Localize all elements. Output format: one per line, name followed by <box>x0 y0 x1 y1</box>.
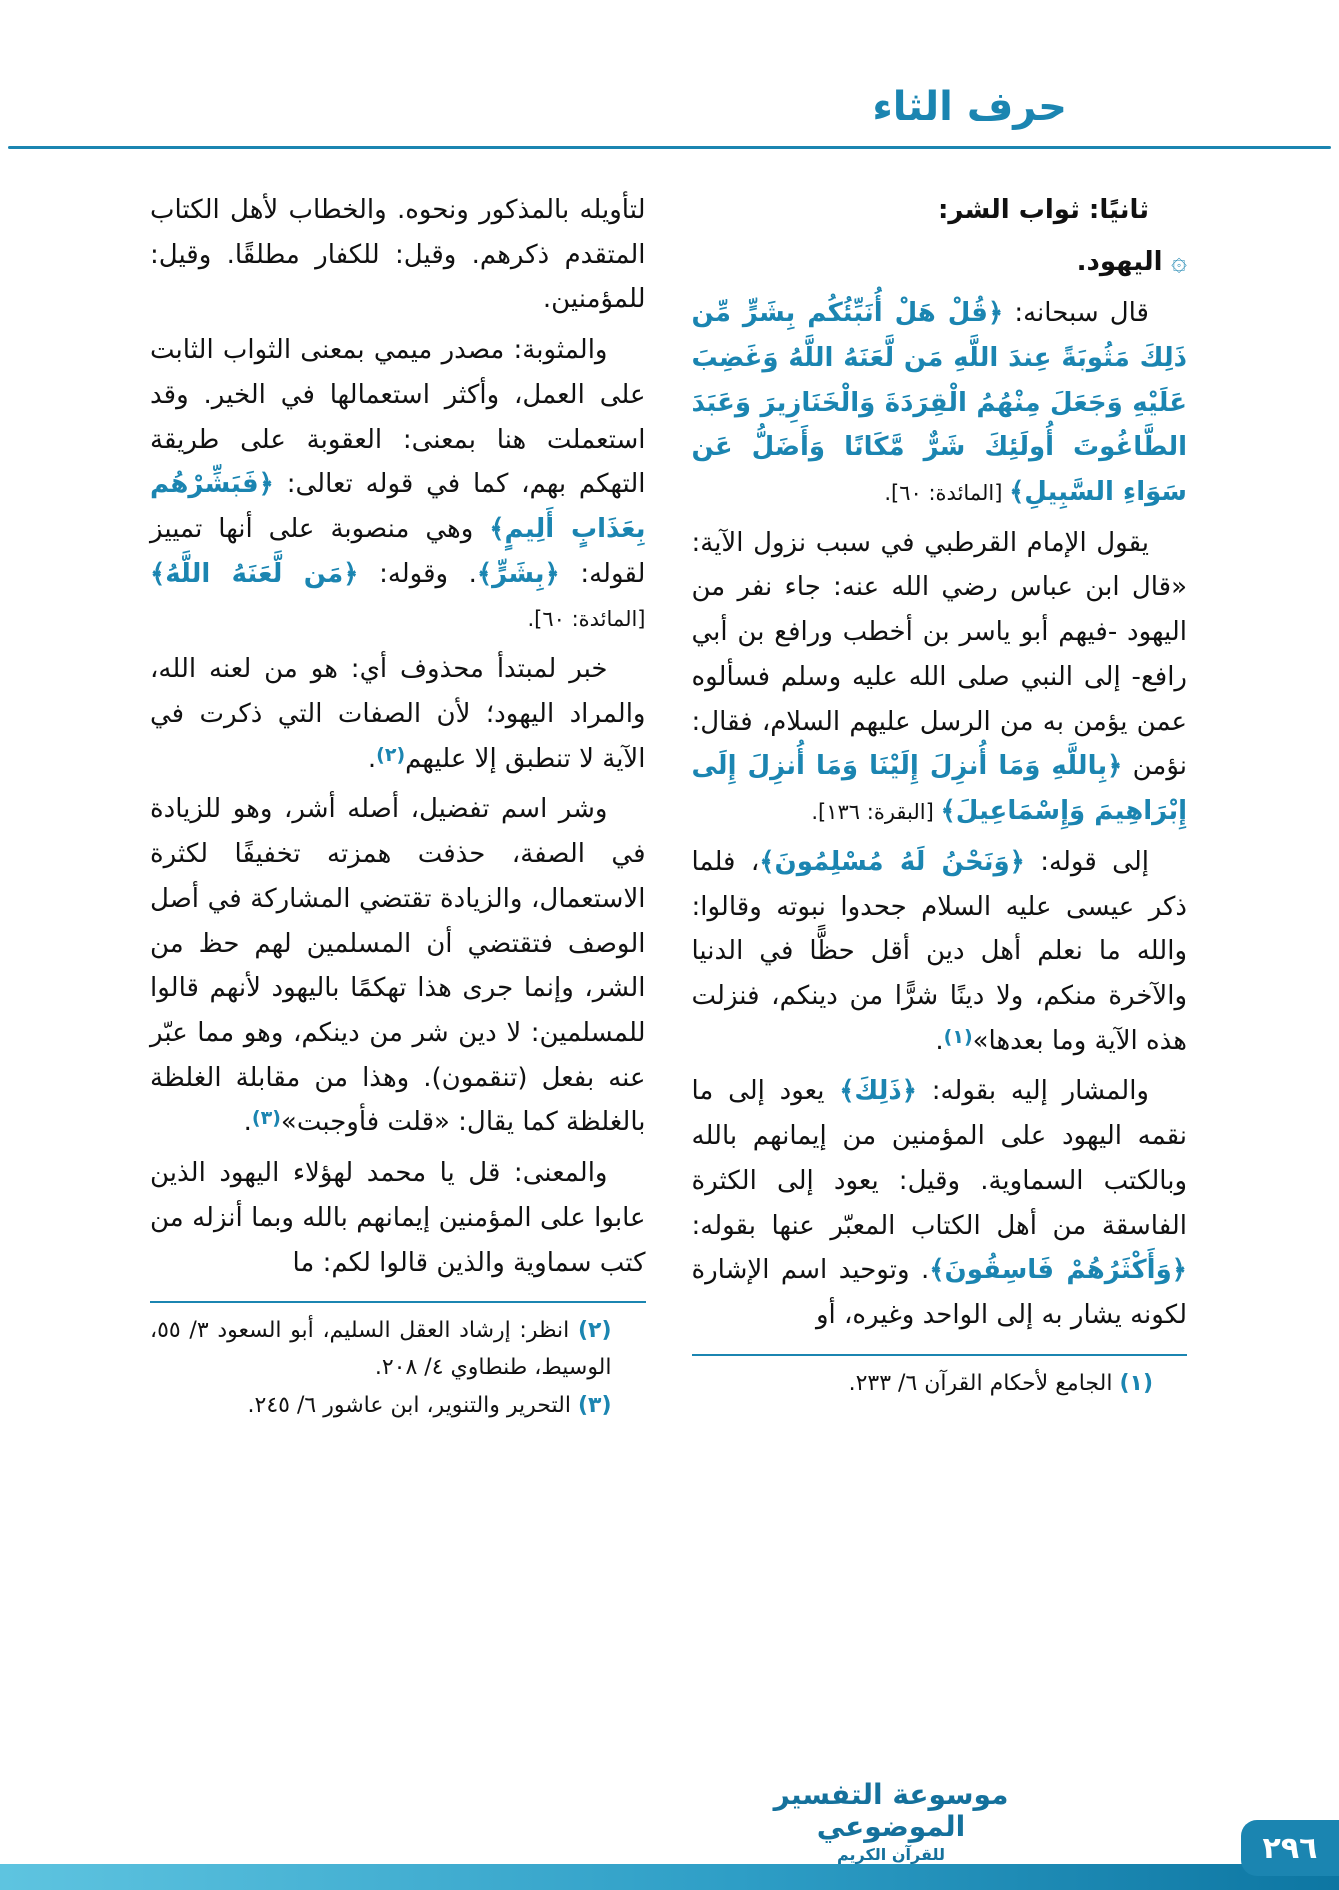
right-footnote-text: (١) الجامع لأحكام القرآن ٦/ ٢٣٣. <box>848 1370 1153 1396</box>
page-number-badge <box>1241 1820 1339 1876</box>
page-number: ٢٩٦ <box>1262 1830 1318 1866</box>
column-right <box>692 188 1188 1426</box>
footnote-divider <box>692 1354 1188 1356</box>
content-columns <box>150 188 1187 1426</box>
footer-bar <box>0 1864 1339 1890</box>
right-column-text: ثانيًا: ثواب الشر: ۞ اليهود. قال سبحانه: ﴿قُلْ هَلْ أُنَبِّئُكُم بِشَرٍّ مِّن ذَلِكَ مَثُوبَةً عِندَ اللَّهِ مَن لَّعَنَهُ اللَّهُ وَغَضِبَ عَلَيْهِ وَجَعَلَ مِنْهُمُ الْقِرَدَةَ وَالْخَنَازِيرَ وَعَبَدَ الطَّاغُوتَ أُولَئِكَ شَرٌّ مَّكَانًا وَأَضَلُّ عَن سَوَاءِ السَّبِيلِ﴾ [المائدة: ٦٠]. يقول الإمام القرطبي في سبب نزول الآية: «قال ابن عباس رضي الله عنه: جاء نفر من اليهود -فيهم أبو ياسر بن أخطب ورافع بن أبي رافع- إلى النبي صلى الله عليه وسلم فسألوه عمن يؤمن به من الرسل عليهم السلام، فقال: نؤمن ﴿بِاللَّهِ وَمَا أُنزِلَ إِلَيْنَا وَمَا أُنزِلَ إِلَى إِبْرَاهِيمَ وَإِسْمَاعِيلَ﴾ [البقرة: ١٣٦]. إلى قوله: ﴿وَنَحْنُ لَهُ مُسْلِمُونَ﴾، فلما ذكر عيسى عليه السلام جحدوا نبوته وقالوا: والله ما نعلم أهل دين أقل حظًّا في الدنيا والآخرة منكم، ولا دينًا شرًّا من دينكم، فنزلت هذه الآية وما بعدها»$^{(١)}$. والمشار إليه بقوله: ﴿ذَلِكَ﴾ يعود إلى ما نقمه اليهود على المؤمنين من إيمانهم بالله وبالكتب السماوية. وقيل: يعود إلى الكثرة الفاسقة من أهل الكتاب المعبّر عنها بقوله: ﴿وَأَكْثَرُهُمْ فَاسِقُونَ﴾. وتوحيد اسم الإشارة لكونه يشار به إلى الواحد وغيره، أو <box>691 195 1187 1330</box>
left-column-footnotes <box>150 1301 646 1424</box>
header-divider <box>8 146 1331 149</box>
footnote-divider <box>150 1301 646 1303</box>
left-column-text: لتأويله بالمذكور ونحوه. والخطاب لأهل الكتاب المتقدم ذكرهم. وقيل: للكفار مطلقًا. وقيل: للمؤمنين. والمثوبة: مصدر ميمي بمعنى الثواب الثابت على العمل، وأكثر استعمالها في الخير. وقد استعملت هنا بمعنى: العقوبة على طريقة التهكم بهم، كما في قوله تعالى: ﴿فَبَشِّرْهُم بِعَذَابٍ أَلِيمٍ﴾ وهي منصوبة على أنها تمييز لقوله: ﴿بِشَرٍّ﴾. وقوله: ﴿مَن لَّعَنَهُ اللَّهُ﴾ [المائدة: ٦٠]. خبر لمبتدأ محذوف أي: هو من لعنه الله، والمراد اليهود؛ لأن الصفات التي ذكرت في الآية لا تنطبق إلا عليهم$^{(٢)}$. وشر اسم تفضيل، أصله أشر، وهو للزيادة في الصفة، حذفت همزته تخفيفًا لكثرة الاستعمال، والزيادة تقتضي المشاركة في أصل الوصف فتقتضي أن المسلمين لهم حظ من الشر، وإنما جرى هذا تهكمًا باليهود لأنهم قالوا للمسلمين: لا دين شر من دينكم، وهو مما عبّر عنه بفعل (تنقمون). وهذا من مقابلة الغلظة بالغلظة كما يقال: «قلت فأوجبت»$^{(٣)}$. والمعنى: قل يا محمد لهؤلاء اليهود الذين عابوا على المؤمنين إيمانهم بالله وبما أنزله من كتب سماوية والذين قالوا لكم: ما <box>150 195 646 1278</box>
column-left <box>150 188 646 1426</box>
publisher-logo-subtitle: للقرآن الكريم <box>836 1844 946 1864</box>
right-column-footnotes <box>692 1354 1188 1402</box>
left-footnote-text: (٢) انظر: إرشاد العقل السليم، أبو السعود ٣/ ٥٥، الوسيط، طنطاوي ٤/ ٢٠٨. (٣) التحرير والتنوير، ابن عاشور ٦/ ٢٤٥. <box>150 1318 612 1418</box>
publisher-logo-title: موسوعة التفسير الموضوعي <box>773 1778 1009 1844</box>
publisher-logo <box>761 1779 1021 1864</box>
chapter-heading: حرف الثاء <box>872 84 1067 130</box>
